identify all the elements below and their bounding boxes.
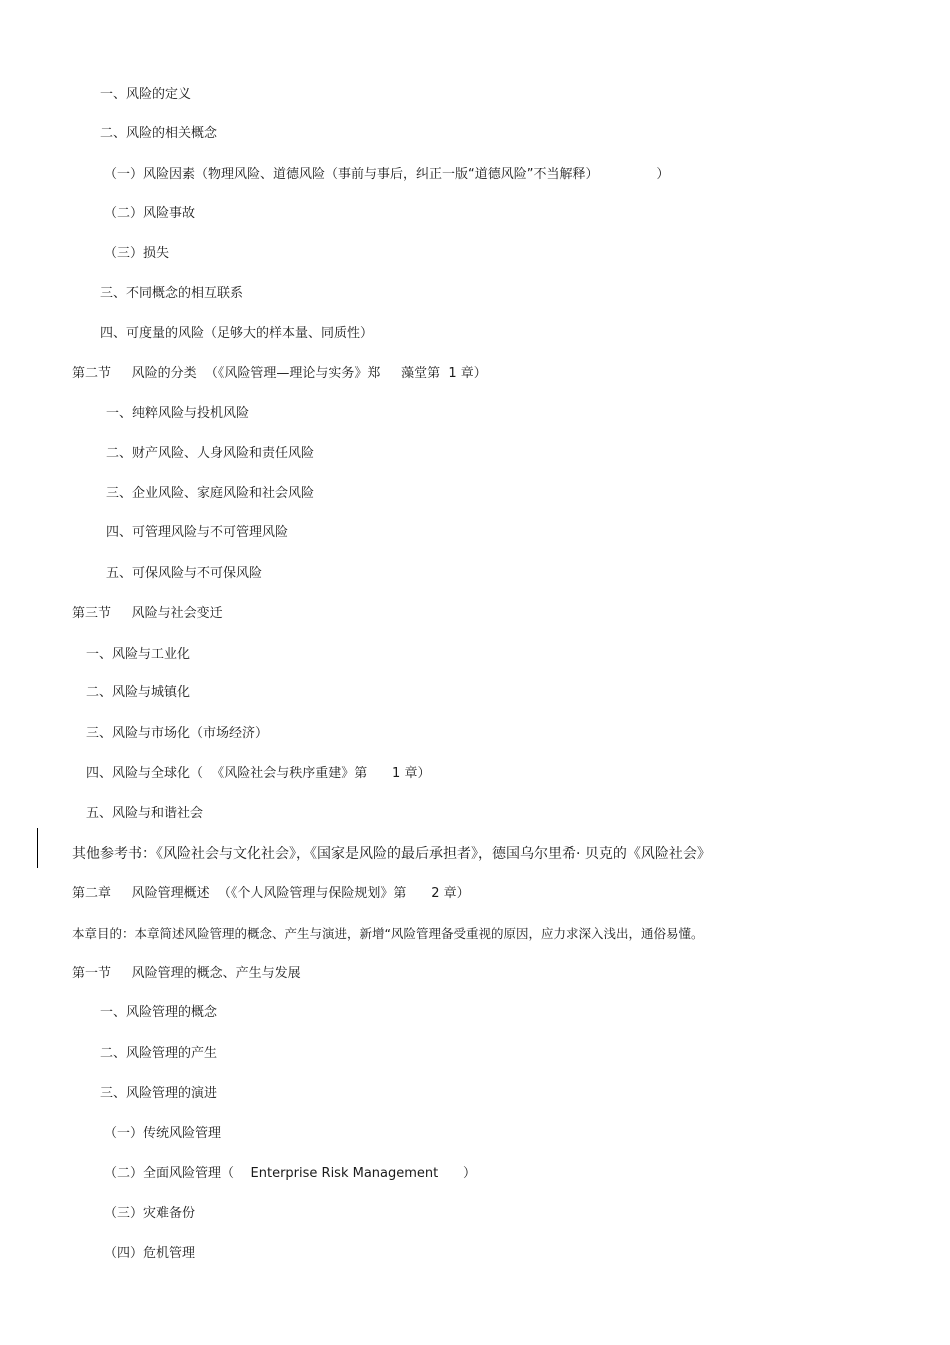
item-property-personal-liability-risk: 二、财产风险、人身风险和责任风险 [106, 446, 315, 461]
section-3-risk-social-change: 第三节 风险与社会变迁 [72, 606, 223, 621]
heading-risk-definition: 一、风险的定义 [100, 87, 192, 102]
item-traditional-risk-management: （一）传统风险管理 [104, 1126, 222, 1141]
heading-measurable-risk: 四、可度量的风险（足够大的样本量、同质性） [100, 326, 374, 341]
item-insurable-risk: 五、可保风险与不可保风险 [106, 566, 263, 581]
heading-concept-relations: 三、不同概念的相互联系 [100, 286, 244, 301]
section-2-risk-classification: 第二节 风险的分类 （《风险管理—理论与实务》郑 藻堂第 1 章） [72, 366, 487, 381]
margin-change-bar [37, 828, 38, 868]
heading-risk-management-concept: 一、风险管理的概念 [100, 1005, 218, 1020]
item-risk-industrialization: 一、风险与工业化 [86, 647, 191, 662]
item-risk-harmonious-society: 五、风险与和谐社会 [86, 806, 204, 821]
item-risk-accident: （二）风险事故 [104, 206, 196, 221]
item-loss: （三）损失 [104, 246, 170, 261]
section-1-risk-management-concept: 第一节 风险管理的概念、产生与发展 [72, 966, 301, 981]
item-risk-factors: （一）风险因素（物理风险、道德风险（事前与事后，纠正一版“道德风险”不当解释） ） [104, 167, 670, 182]
item-enterprise-family-social-risk: 三、企业风险、家庭风险和社会风险 [106, 486, 315, 501]
heading-risk-management-evolution: 三、风险管理的演进 [100, 1086, 218, 1101]
heading-risk-management-origin: 二、风险管理的产生 [100, 1046, 218, 1061]
item-risk-marketization: 三、风险与市场化（市场经济） [86, 726, 269, 741]
item-manageable-risk: 四、可管理风险与不可管理风险 [106, 525, 289, 540]
other-reference-books: 其他参考书：《风险社会与文化社会》，《国家是风险的最后承担者》，德国乌尔里希· 贝克的《风险社会》 [72, 846, 711, 862]
item-risk-urbanization: 二、风险与城镇化 [86, 685, 191, 700]
item-enterprise-risk-management: （二）全面风险管理（ Enterprise Risk Management ） [104, 1166, 477, 1181]
item-pure-speculative-risk: 一、纯粹风险与投机风险 [106, 406, 250, 421]
chapter-2-risk-management-overview: 第二章 风险管理概述 （《个人风险管理与保险规划》第 2 章） [72, 886, 470, 901]
heading-risk-related-concepts: 二、风险的相关概念 [100, 126, 218, 141]
item-risk-globalization: 四、风险与全球化（ 《风险社会与秩序重建》第 1 章） [86, 766, 431, 781]
item-disaster-backup: （三）灾难备份 [104, 1206, 196, 1221]
item-crisis-management: （四）危机管理 [104, 1246, 196, 1261]
chapter-purpose: 本章目的：本章简述风险管理的概念、产生与演进，新增“风险管理备受重视的原因，应力求深入浅出，通俗易懂。 [72, 926, 704, 941]
